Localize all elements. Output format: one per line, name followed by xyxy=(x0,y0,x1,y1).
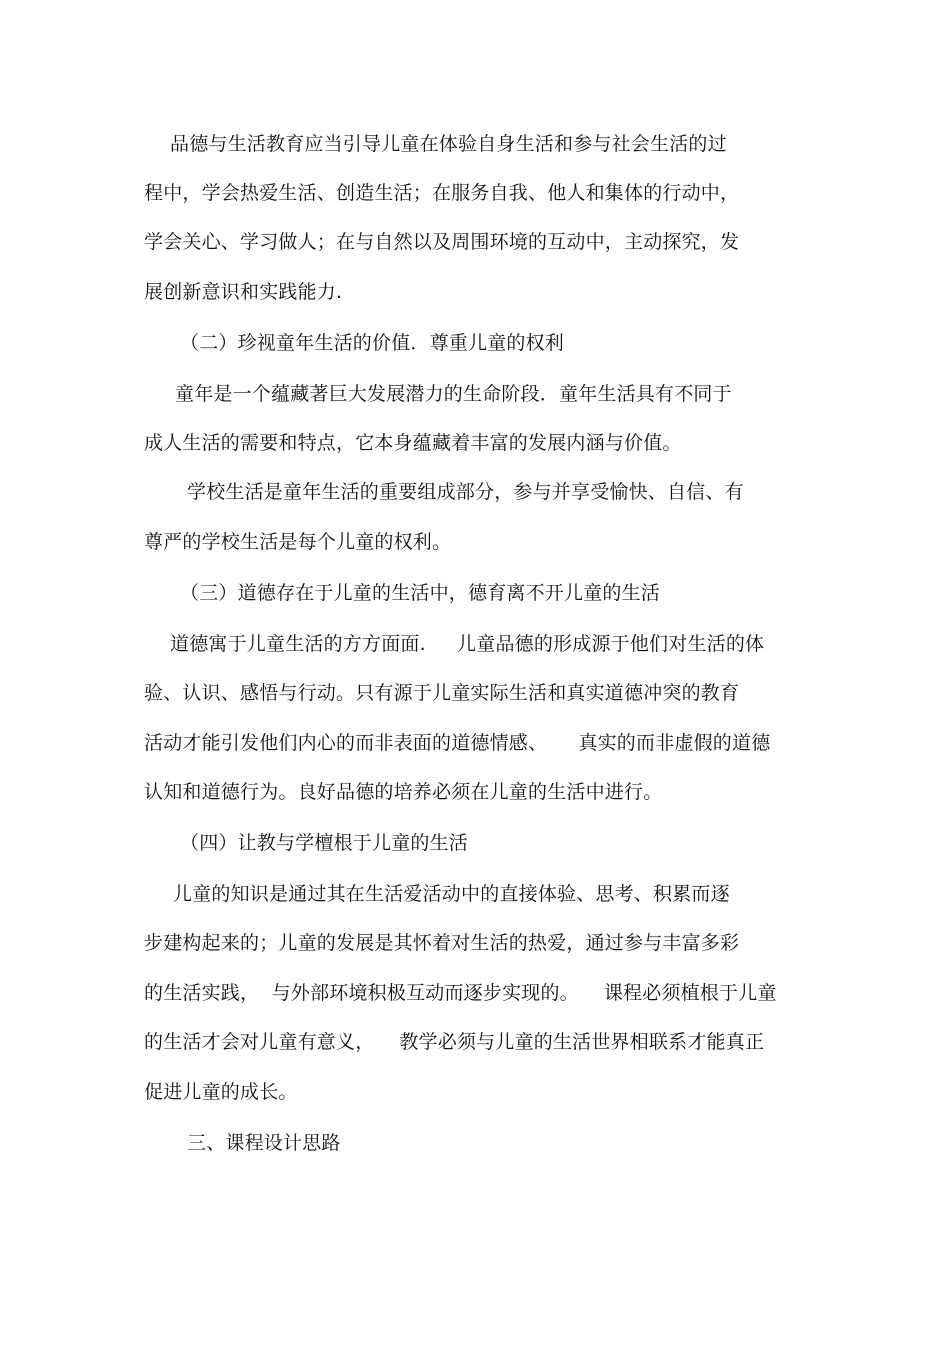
section-heading: 三、课程设计思路 xyxy=(187,1132,341,1154)
paragraph-line: 童年是一个蕴藏著巨大发展潜力的生命阶段．童年生活具有不同于 xyxy=(175,383,732,405)
paragraph-line: 学会关心、学习做人；在与自然以及周围环境的互动中，主动探究，发 xyxy=(144,231,740,253)
section-heading: （三）道德存在于儿童的生活中，德育离不开儿童的生活 xyxy=(180,582,661,604)
paragraph-line: 的生活才会对儿童有意义， 教学必须与儿童的生活世界相联系才能真正 xyxy=(144,1031,765,1053)
paragraph-line: 成人生活的需要和特点，它本身蕴藏着丰富的发展内涵与价值。 xyxy=(144,432,682,454)
paragraph-line: 道德寓于儿童生活的方方面面. 儿童品德的形成源于他们对生活的体 xyxy=(170,633,765,655)
section-heading: （四）让教与学檀根于儿童的生活 xyxy=(180,832,469,854)
paragraph-line: 验、认识、感悟与行动。只有源于儿童实际生活和真实道德冲突的教育 xyxy=(144,682,740,704)
paragraph-line: 程中，学会热爱生活、创造生活；在服务自我、他人和集体的行动中， xyxy=(144,182,740,204)
paragraph-line: 的生活实践， 与外部环境积极互动而逐步实现的。 课程必须植根于儿童 xyxy=(144,982,777,1004)
paragraph-line: 品德与生活教育应当引导儿童在体验自身生活和参与社会生活的过 xyxy=(170,133,727,155)
paragraph-line: 儿童的知识是通过其在生活爱活动中的直接体验、思考、积累而逐 xyxy=(173,883,730,905)
paragraph-line: 认知和道德行为。良好品德的培养必须在儿童的生活中进行。 xyxy=(144,781,663,803)
paragraph-line: 活动才能引发他们内心的而非表面的道德情感、 真实的而非虚假的道德 xyxy=(144,732,771,754)
paragraph-line: 步建构起来的；儿童的发展是其怀着对生活的热爱，通过参与丰富多彩 xyxy=(144,932,740,954)
section-heading: （二）珍视童年生活的价值．尊重儿童的权利 xyxy=(180,332,565,354)
paragraph-line: 促进儿童的成长。 xyxy=(144,1081,298,1103)
paragraph-line: 展创新意识和实践能力. xyxy=(144,281,343,303)
paragraph-line: 尊严的学校生活是每个儿童的权利。 xyxy=(144,531,452,553)
paragraph-line: 学校生活是童年生活的重要组成部分，参与并享受愉快、自信、有 xyxy=(187,481,744,503)
